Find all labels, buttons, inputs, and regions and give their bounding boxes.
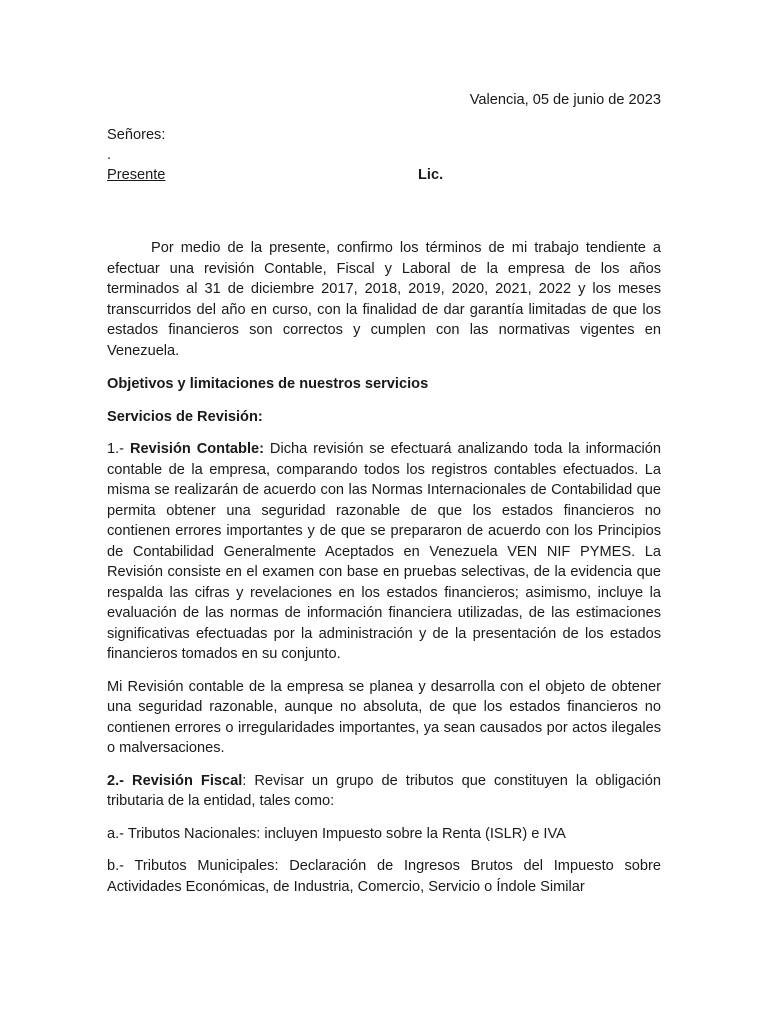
recipient-placeholder: . [107, 147, 112, 163]
item2-title: 2.- Revisión Fiscal [107, 772, 243, 789]
objectives-heading: Objetivos y limitaciones de nuestros servicios [107, 376, 429, 392]
item2-paragraph [107, 771, 661, 812]
paragraph-2: Mi Revisión contable de la empresa se planea y desarrolla con el objeto de obtener una seguridad razonable, aunque no absoluta, de que los estados financieros no contienen errores o irregularidades importantes, ya sean causados por actos ilegales o malversaciones. [107, 678, 661, 756]
item-a: a.- Tributos Nacionales: incluyen Impuesto sobre la Renta (ISLR) e IVA [107, 825, 566, 842]
item1-text: Dicha revisión se efectuará analizando toda la información contable de la empresa, comparando todos los registros contables efectuados. La misma se realizarán de acuerdo con las Normas Internacionales de Contabilidad que permita obtener una seguridad razonable de que los estados financieros no contienen errores importantes y de que se prepararon de acuerdo con los Principios de Contabilidad Generalmente Aceptados en Venezuela VEN NIF PYMES. La Revisión consiste en el examen con base en pruebas selectivas, de la evidencia que respalda las cifras y revelaciones en los estados financieros; asimismo, incluye la evaluación de las normas de información financiera utilizadas, de las estimaciones significativas efectuadas por la administración y de la presentación de los estados financieros tomados en su conjunto. [107, 441, 662, 662]
item2-text: : Revisar un grupo de tributos que constituyen la obligación tributaria de la entidad, tales como: [107, 772, 661, 809]
services-heading: Servicios de Revisión: [107, 408, 263, 425]
intro-paragraph: Por medio de la presente, confirmo los términos de mi trabajo tendiente a efectuar una revisión Contable, Fiscal y Laboral de la empresa de los años terminados al 31 de diciembre 2017, 2018, 2019, 2020, 2021, 2022 y los meses transcurridos del año en curso, con la finalidad de dar garantía limitadas de que los estados financieros son correctos y cumplen con las normativas vigentes en Venezuela. [107, 240, 661, 359]
item1-paragraph [107, 439, 661, 665]
salutation: Señores: [107, 127, 166, 143]
date-line: Valencia, 05 de junio de 2023 [469, 92, 661, 108]
lic-label: Lic. [418, 167, 444, 183]
item1-prefix: 1.- [107, 441, 130, 457]
item1-title: Revisión Contable: [129, 441, 264, 457]
letter-body [107, 238, 661, 909]
item-b: b.- Tributos Municipales: Declaración de Ingresos Brutos del Impuesto sobre Actividades Económicas, de Industria, Comercio, Servicio o Índole Similar [107, 858, 661, 895]
presente-label: Presente [107, 167, 166, 183]
